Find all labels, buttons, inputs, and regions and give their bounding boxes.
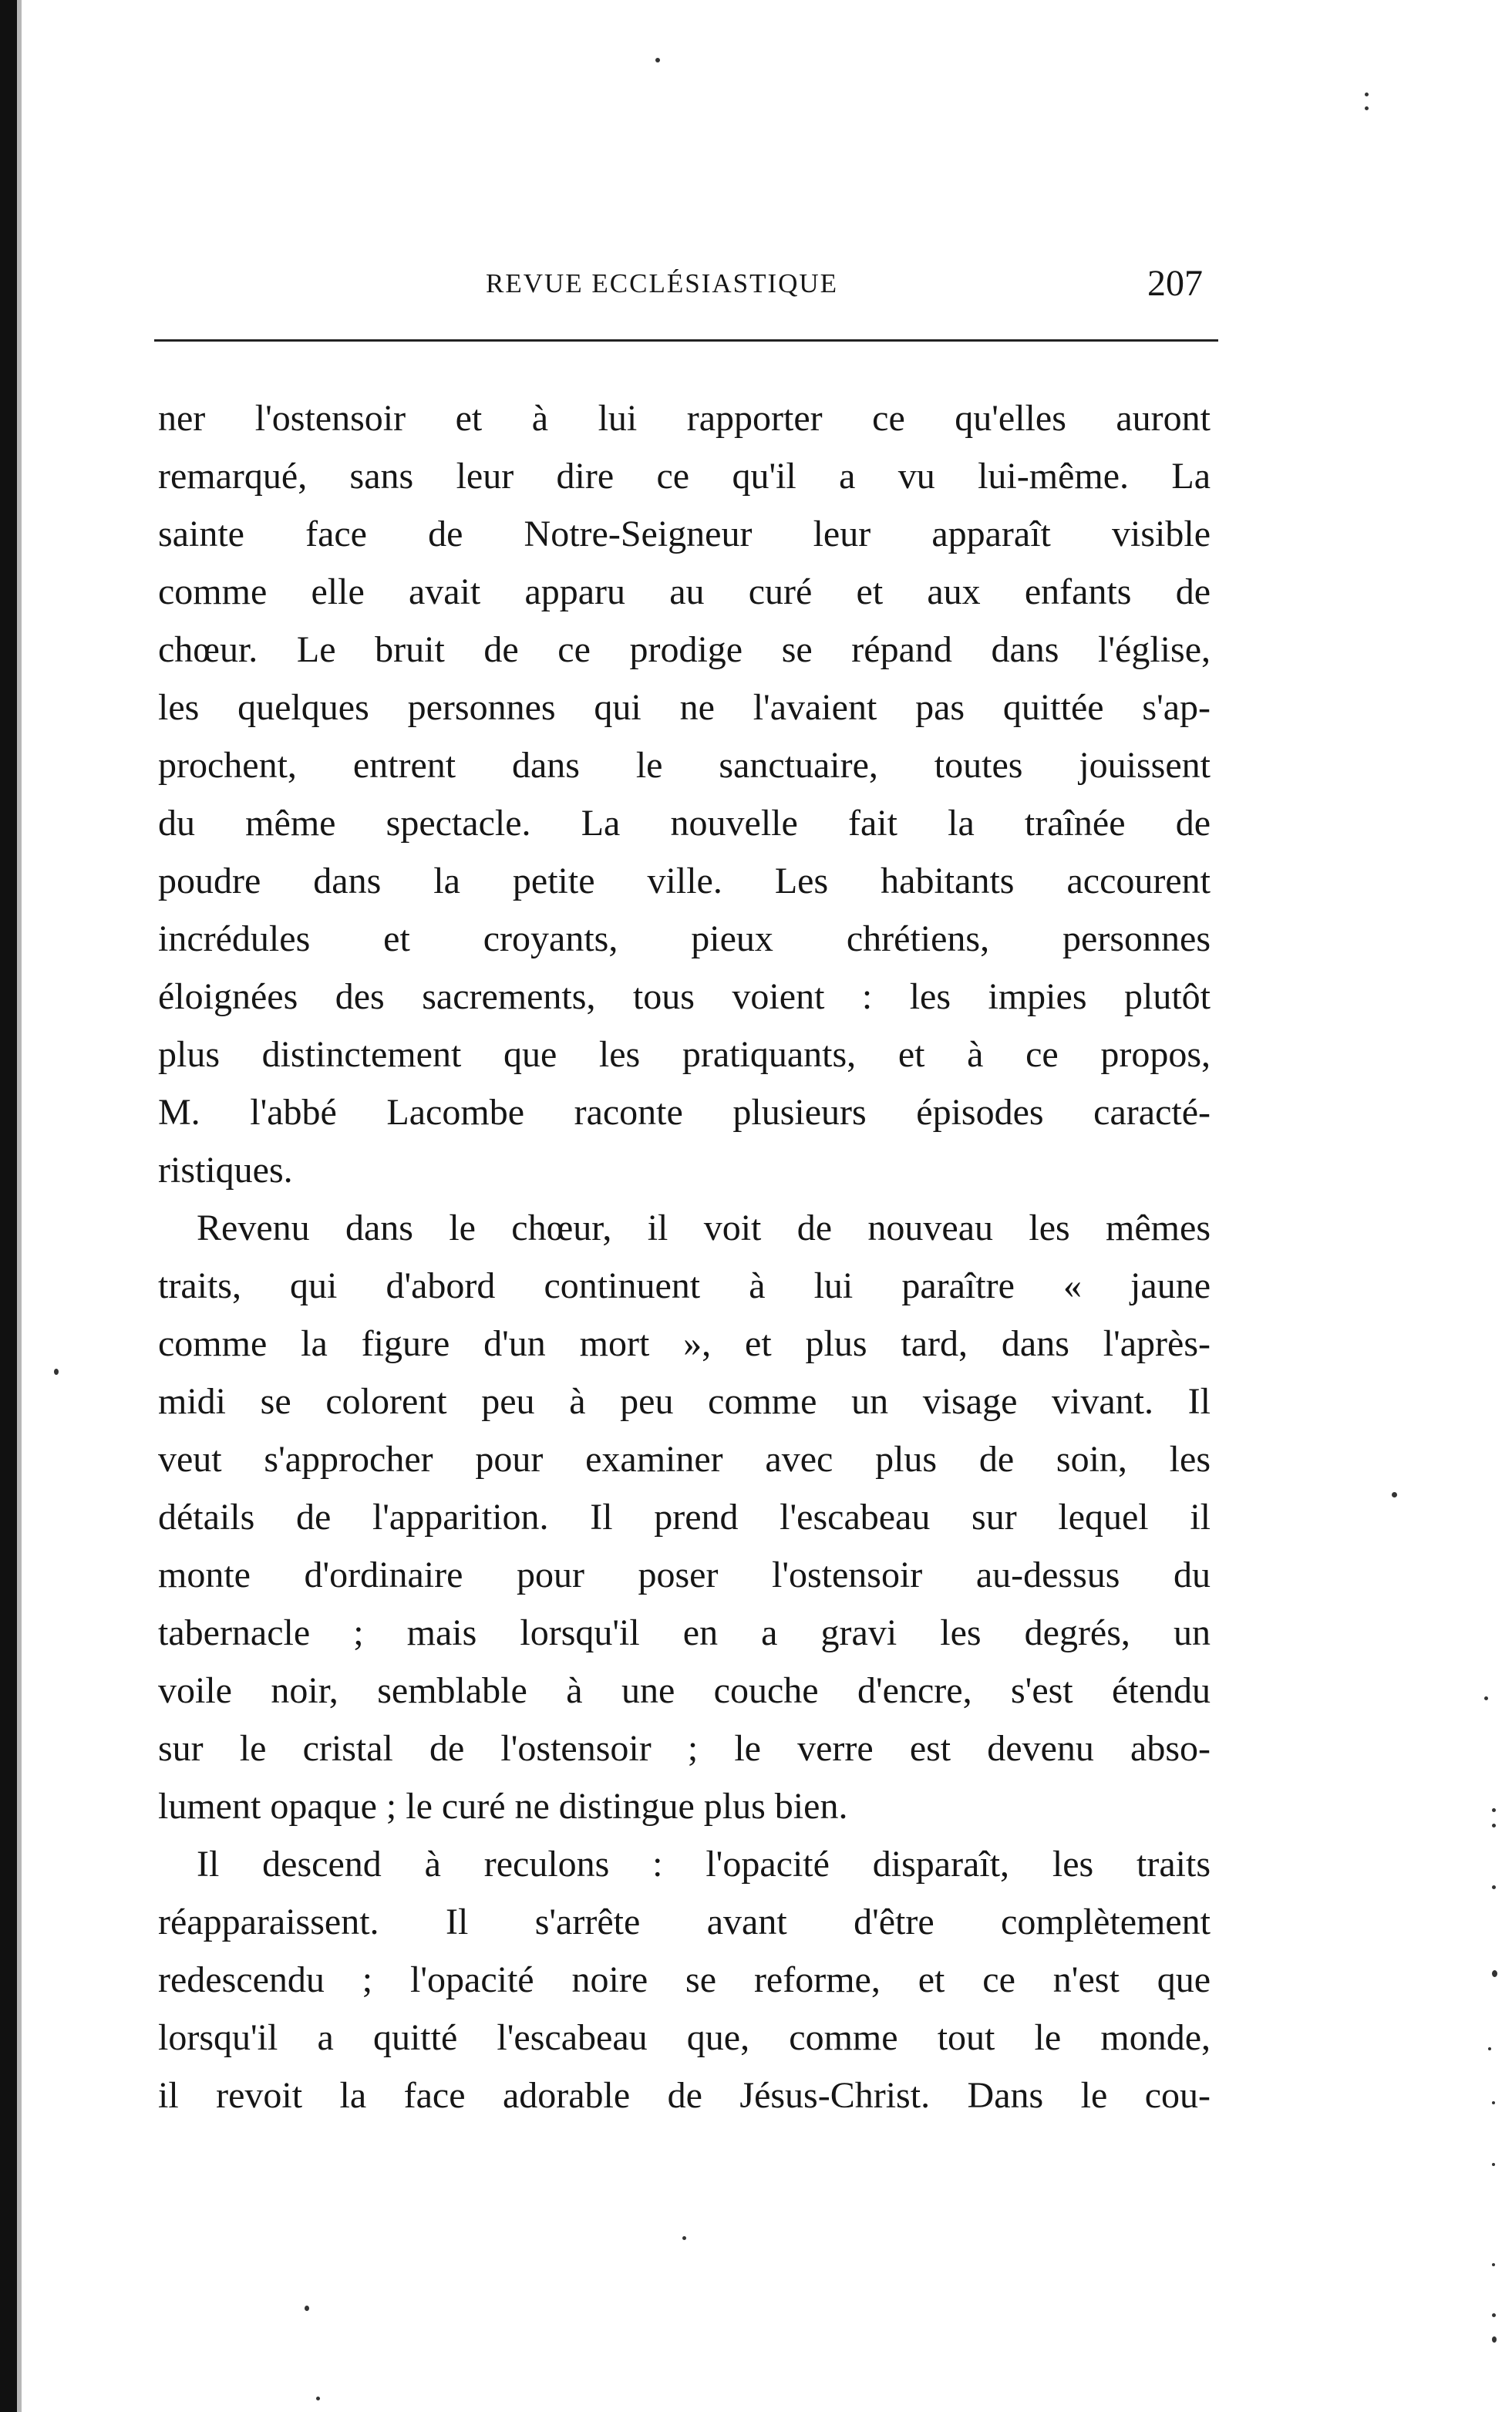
scan-speck <box>1484 1696 1488 1700</box>
scan-speck <box>1365 93 1369 96</box>
running-title: REVUE ECCLÉSIASTIQUE <box>486 268 839 298</box>
text-line: détails de l'apparition. Il prend l'escabeau sur lequel il <box>158 1497 1211 1538</box>
scan-left-edge <box>0 0 17 2412</box>
text-line: comme elle avait apparu au curé et aux enfants de <box>158 571 1211 612</box>
running-header <box>154 262 1218 308</box>
scan-speck <box>1492 2163 1495 2166</box>
text-line: prochent, entrent dans le sanctuaire, toutes jouissent <box>158 745 1211 786</box>
text-line: tabernacle ; mais lorsqu'il en a gravi les degrés, un <box>158 1612 1211 1653</box>
scan-speck <box>1492 1970 1497 1977</box>
text-line: plus distinctement que les pratiquants, et à ce propos, <box>158 1034 1211 1075</box>
scan-speck <box>305 2306 309 2311</box>
scan-speck <box>1492 2263 1495 2266</box>
scan-speck <box>1492 2101 1495 2104</box>
text-line: il revoit la face adorable de Jésus-Christ. Dans le cou- <box>158 2075 1211 2116</box>
text-line: sur le cristal de l'ostensoir ; le verre est devenu abso- <box>158 1728 1211 1769</box>
scan-speck <box>655 58 660 62</box>
scan-speck <box>1492 1824 1496 1828</box>
scan-speck <box>54 1369 59 1375</box>
text-line: redescendu ; l'opacité noire se reforme, et ce n'est que <box>158 1959 1211 2000</box>
text-line: comme la figure d'un mort », et plus tard, dans l'après- <box>158 1323 1211 1364</box>
header-rule <box>154 339 1218 342</box>
text-line: poudre dans la petite ville. Les habitants accourent <box>158 861 1211 901</box>
text-line: du même spectacle. La nouvelle fait la traînée de <box>158 803 1211 844</box>
text-line: sainte face de Notre-Seigneur leur apparaît visible <box>158 514 1211 554</box>
text-line: incrédules et croyants, pieux chrétiens, personnes <box>158 918 1211 959</box>
scan-speck <box>1492 1885 1496 1889</box>
text-line: voile noir, semblable à une couche d'encre, s'est étendu <box>158 1670 1211 1711</box>
text-line: M. l'abbé Lacombe raconte plusieurs épisodes caracté- <box>158 1092 1211 1133</box>
scan-speck <box>1365 106 1369 110</box>
text-line: veut s'approcher pour examiner avec plus de soin, les <box>158 1439 1211 1480</box>
text-line: éloignées des sacrements, tous voient : les impies plutôt <box>158 976 1211 1017</box>
text-line: midi se colorent peu à peu comme un visage vivant. Il <box>158 1381 1211 1422</box>
text-line: ristiques. <box>158 1150 293 1191</box>
body-text <box>158 389 1211 2124</box>
text-line: remarqué, sans leur dire ce qu'il a vu lui-même. La <box>158 456 1211 497</box>
scan-speck <box>682 2236 686 2240</box>
scan-left-edge-shadow <box>17 0 22 2412</box>
text-line: chœur. Le bruit de ce prodige se répand dans l'église, <box>158 629 1211 670</box>
scan-speck <box>1392 1492 1397 1497</box>
text-line: réapparaissent. Il s'arrête avant d'être complètement <box>158 1902 1211 1942</box>
scan-speck <box>1492 2313 1496 2317</box>
scan-speck <box>316 2397 320 2400</box>
text-line: lorsqu'il a quitté l'escabeau que, comme tout le monde, <box>158 2017 1211 2058</box>
scan-speck <box>1488 2047 1491 2050</box>
paragraph-first-line: Revenu dans le chœur, il voit de nouveau les mêmes <box>197 1208 1211 1248</box>
scan-speck <box>1492 2336 1497 2343</box>
text-line: lument opaque ; le curé ne distingue plus bien. <box>158 1786 848 1827</box>
scan-speck <box>1492 1808 1496 1812</box>
text-line: monte d'ordinaire pour poser l'ostensoir au-dessus du <box>158 1555 1211 1595</box>
page-number: 207 <box>1147 263 1203 304</box>
paragraph-first-line: Il descend à reculons : l'opacité disparaît, les traits <box>197 1844 1211 1885</box>
text-line: ner l'ostensoir et à lui rapporter ce qu'elles auront <box>158 398 1211 439</box>
text-line: traits, qui d'abord continuent à lui paraître « jaune <box>158 1265 1211 1306</box>
text-line: les quelques personnes qui ne l'avaient pas quittée s'ap- <box>158 687 1211 728</box>
